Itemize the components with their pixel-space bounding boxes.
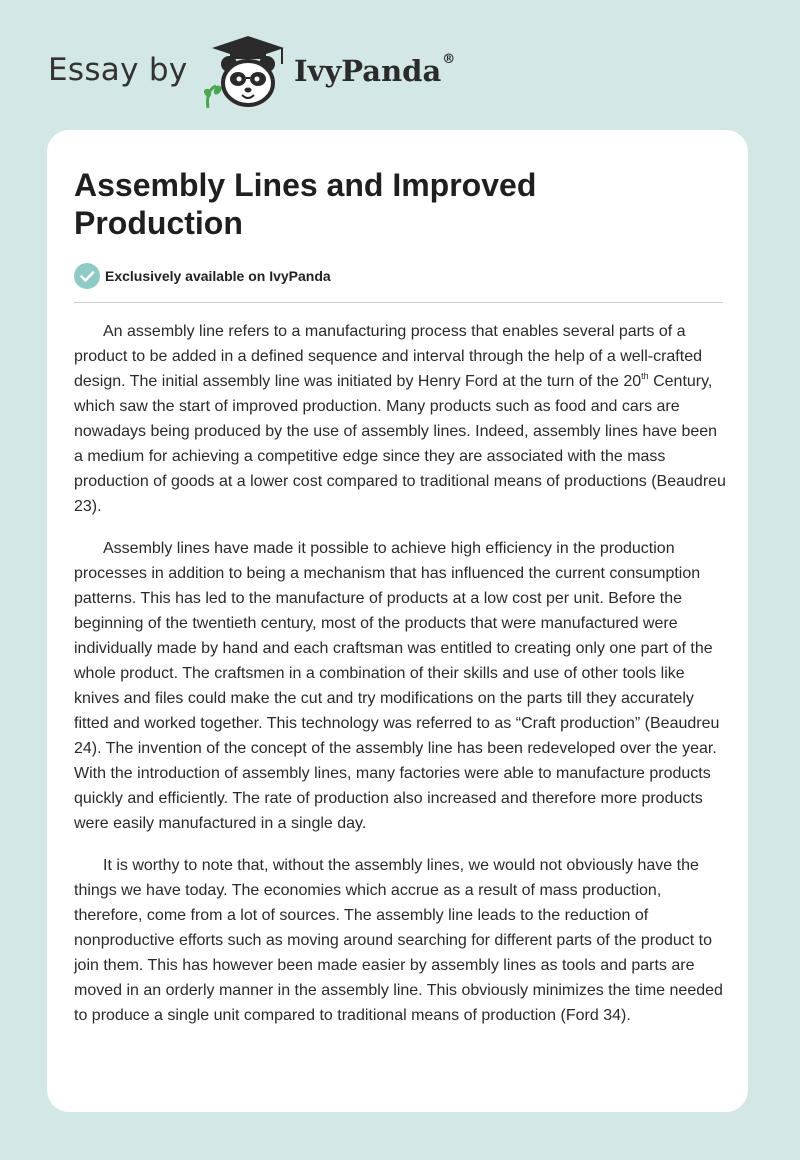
ordinal-suffix: th — [641, 370, 649, 381]
paragraph-text: Century, which saw the start of improved production. Many products such as food and cars are nowadays being produced by the use of assembly lines. Indeed, assembly lines have been a medium for achieving a competitive edge since they are associated with the mass production of goods at a lower cost compared to traditional means of productions (Beaudreu 23). — [74, 373, 726, 515]
title-divider — [74, 302, 723, 303]
brand-wordmark — [294, 54, 455, 88]
check-circle-icon — [74, 263, 100, 289]
exclusive-badge — [74, 263, 331, 289]
essay-body — [74, 319, 728, 1045]
site-header — [48, 34, 468, 110]
paragraph: It is worthy to note that, without the assembly lines, we would not obviously have the things we have today. The economies which accrue as a result of mass production, therefore, come from a lot of sources. The assembly line leads to the reduction of nonproductive efforts such as moving around searching for different parts of the product to join them. This has however been made easier by assembly lines as tools and parts are moved in an orderly manner in the assembly line. This obviously minimizes the time needed to produce a single unit compared to traditional means of production (Ford 34). — [74, 857, 723, 1024]
essay-title: Assembly Lines and Improved Production — [74, 167, 537, 241]
registered-mark: ® — [442, 52, 456, 67]
essay-card — [47, 130, 748, 1112]
paragraph-text: An assembly line refers to a manufacturing process that enables several parts of a product to be added in a defined sequence and interval through the help of a well-crafted design. The initial assembly line was initiated by Henry Ford at the turn of the 20 — [74, 323, 702, 390]
exclusive-badge-label: Exclusively available on IvyPanda — [105, 268, 331, 284]
panda-logo-icon — [202, 34, 294, 110]
paragraph: Assembly lines have made it possible to achieve high efficiency in the production processes in addition to being a mechanism that has influenced the current consumption patterns. This has led to the manufacture of products at a low cost per unit. Before the beginning of the twentieth century, most of the products that were manufactured were individually made by hand and each craftsman was entitled to creating only one part of the whole product. The craftsmen in a combination of their skills and use of other tools like knives and files could make the cut and try modifications on the parts till they accurately fitted and worked together. This technology was referred to as “Craft production” (Beaudreu 24). The invention of the concept of the assembly line has been redeveloped over the year. With the introduction of assembly lines, many factories were able to manufacture products quickly and efficiently. The rate of production also increased and therefore more products were easily manufactured in a single day. — [74, 540, 720, 832]
paragraph — [74, 319, 728, 519]
essay-by-label: Essay by — [48, 52, 188, 88]
brand-name-text: IvyPanda — [294, 54, 442, 88]
